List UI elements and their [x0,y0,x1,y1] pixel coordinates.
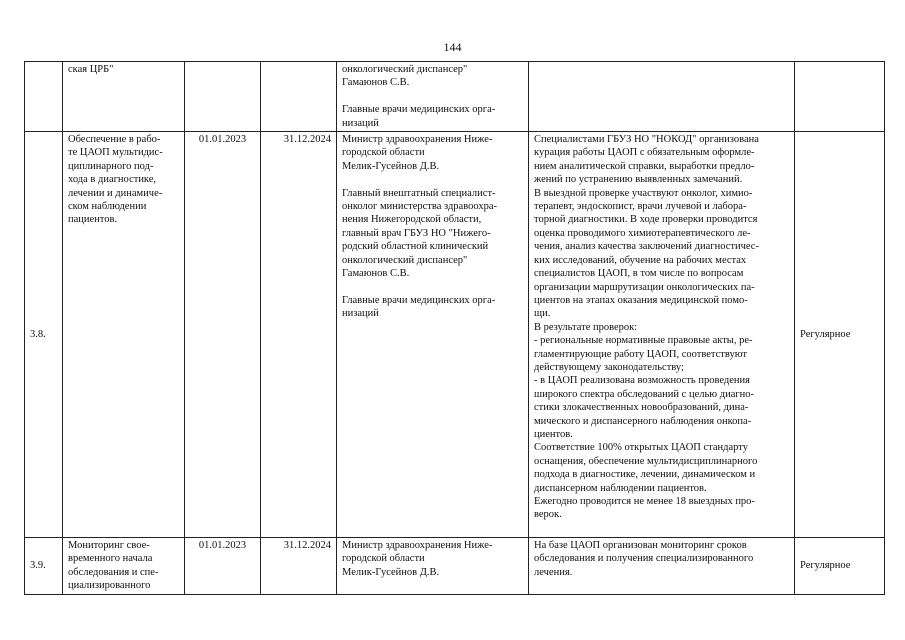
end-date-cell [261,62,337,132]
start-date-cell: 01.01.2023 [185,538,261,595]
measure-name-cell: Мониторинг свое- временного начала обследования и спе- циализированного [63,538,185,595]
table-row [25,538,885,595]
measures-table [24,61,885,595]
table-row [25,132,885,538]
responsible-cell: Министр здравоохранения Ниже- городской области Мелик-Гусейнов Д.В. Главный внештатный специалист- онколог министерства здравоохра- нения Нижегородской области, главный врач ГБУЗ НО "Нижего- родский областной клинический онкологический диспансер" Гамаюнов С.В. Главные врачи медицинских орга- низаций [337,132,529,538]
row-number-cell [25,62,63,132]
measure-name-cell: Обеспечение в рабо- те ЦАОП мультидис- циплинарного под- хода в диагностике, лечении и динамиче- ском наблюдении пациентов. [63,132,185,538]
frequency-cell [795,62,885,132]
page-number: 144 [443,40,462,54]
table-row [25,62,885,132]
row-number-cell: 3.8. [25,132,63,538]
row-number-cell: 3.9. [25,538,63,595]
frequency-cell: Регулярное [795,132,885,538]
result-cell: Специалистами ГБУЗ НО "НОКОД" организована курация работы ЦАОП с обязательным оформле- нием аналитической справки, выработки предло- жений по устранению выявленных замечаний. В выездной проверке участвуют онколог, химио- терапевт, эндоскопист, врачи лучевой и лабора- торной диагностики. В ходе проверки проводится оценка проводимого химиотерапевтического ле- чения, анализ качества заключений диагностичес- ких исследований, обучение на рабочих местах специалистов ЦАОП, в том числе по вопросам организации маршрутизации онкологических па- циентов на этапах оказания медицинской помо- щи. В результате проверок: - региональные нормативные правовые акты, ре- гламентирующие работу ЦАОП, соответствуют действующему законодательству; - в ЦАОП реализована возможность проведения широкого спектра обследований с целью диагно- стики злокачественных новообразований, дина- мического и диспансерного наблюдения онкопа- циентов. Соответствие 100% открытых ЦАОП стандарту оснащения, обеспечение мультидисциплинарного подхода в диагностике, лечении, динамическом и диспансерном наблюдении пациентов. Ежегодно проводится не менее 18 выездных про- верок. [529,132,795,538]
end-date-cell: 31.12.2024 [261,132,337,538]
result-cell: На базе ЦАОП организован мониторинг сроков обследования и получения специализированного лечения. [529,538,795,595]
start-date-cell [185,62,261,132]
frequency-cell: Регулярное [795,538,885,595]
responsible-cell: онкологический диспансер" Гамаюнов С.В. Главные врачи медицинских орга- низаций [337,62,529,132]
result-cell [529,62,795,132]
start-date-cell: 01.01.2023 [185,132,261,538]
responsible-cell: Министр здравоохранения Ниже- городской области Мелик-Гусейнов Д.В. [337,538,529,595]
measure-name-cell: ская ЦРБ" [63,62,185,132]
end-date-cell: 31.12.2024 [261,538,337,595]
